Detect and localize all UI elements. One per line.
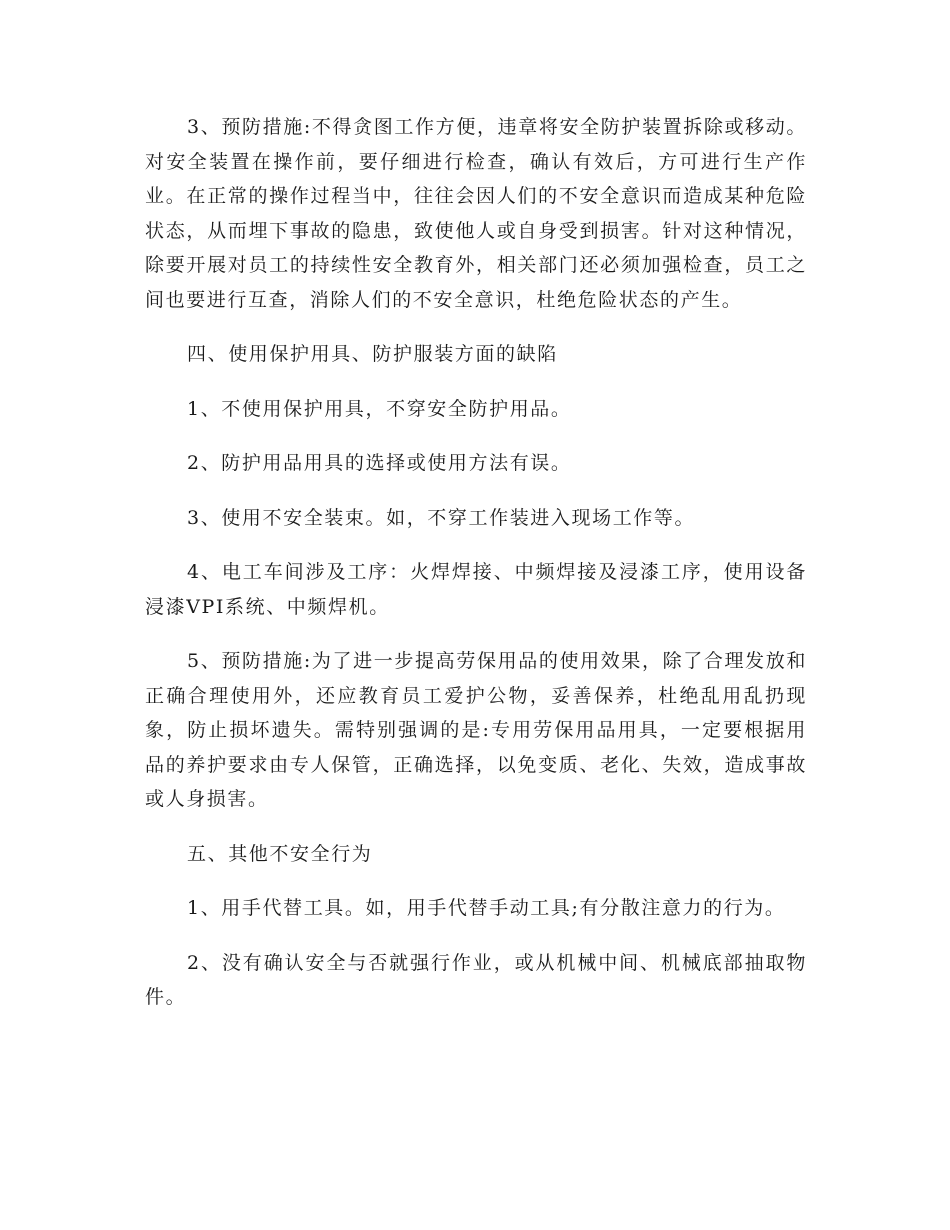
document-body — [145, 110, 807, 1035]
paragraph-prevention-measures-3: 3、预防措施:不得贪图工作方便，违章将安全防护装置拆除或移动。对安全装置在操作前，要仔细进行检查，确认有效后，方可进行生产作业。在正常的操作过程当中，往往会因人们的不安全意识而造成某种危险状态，从而埋下事故的隐患，致使他人或自身受到损害。针对这种情况，除要开展对员工的持续性安全教育外，相关部门还必须加强检查，员工之间也要进行互查，消除人们的不安全意识，杜绝危险状态的产生。 — [145, 116, 807, 311]
paragraph-item-3: 3、使用不安全装束。如，不穿工作装进入现场工作等。 — [187, 506, 696, 529]
paragraph-item-1-other: 1、用手代替工具。如，用手代替手动工具;有分散注意力的行为。 — [187, 897, 786, 919]
paragraph-item-4: 4、电工车间涉及工序：火焊焊接、中频焊接及浸漆工序，使用设备浸漆VPI系统、中频焊机。 — [145, 561, 807, 618]
paragraph-item-2-other: 2、没有确认安全与否就强行作业，或从机械中间、机械底部抽取物件。 — [145, 951, 807, 1008]
paragraph-item-1: 1、不使用保护用具，不穿安全防护用品。 — [187, 397, 572, 420]
section-heading-4: 四、使用保护用具、防护服装方面的缺陷 — [187, 343, 558, 365]
paragraph-item-5: 5、预防措施:为了进一步提高劳保用品的使用效果，除了合理发放和正确合理使用外，还应教育员工爱护公物，妥善保养，杜绝乱用乱扔现象，防止损坏遗失。需特别强调的是:专用劳保用品用具，一定要根据用品的养护要求由专人保管，正确选择，以免变质、老化、失效，造成事故或人身损害。 — [145, 650, 807, 810]
section-heading-5: 五、其他不安全行为 — [187, 842, 373, 865]
paragraph-item-2: 2、防护用品用具的选择或使用方法有误。 — [187, 452, 572, 474]
